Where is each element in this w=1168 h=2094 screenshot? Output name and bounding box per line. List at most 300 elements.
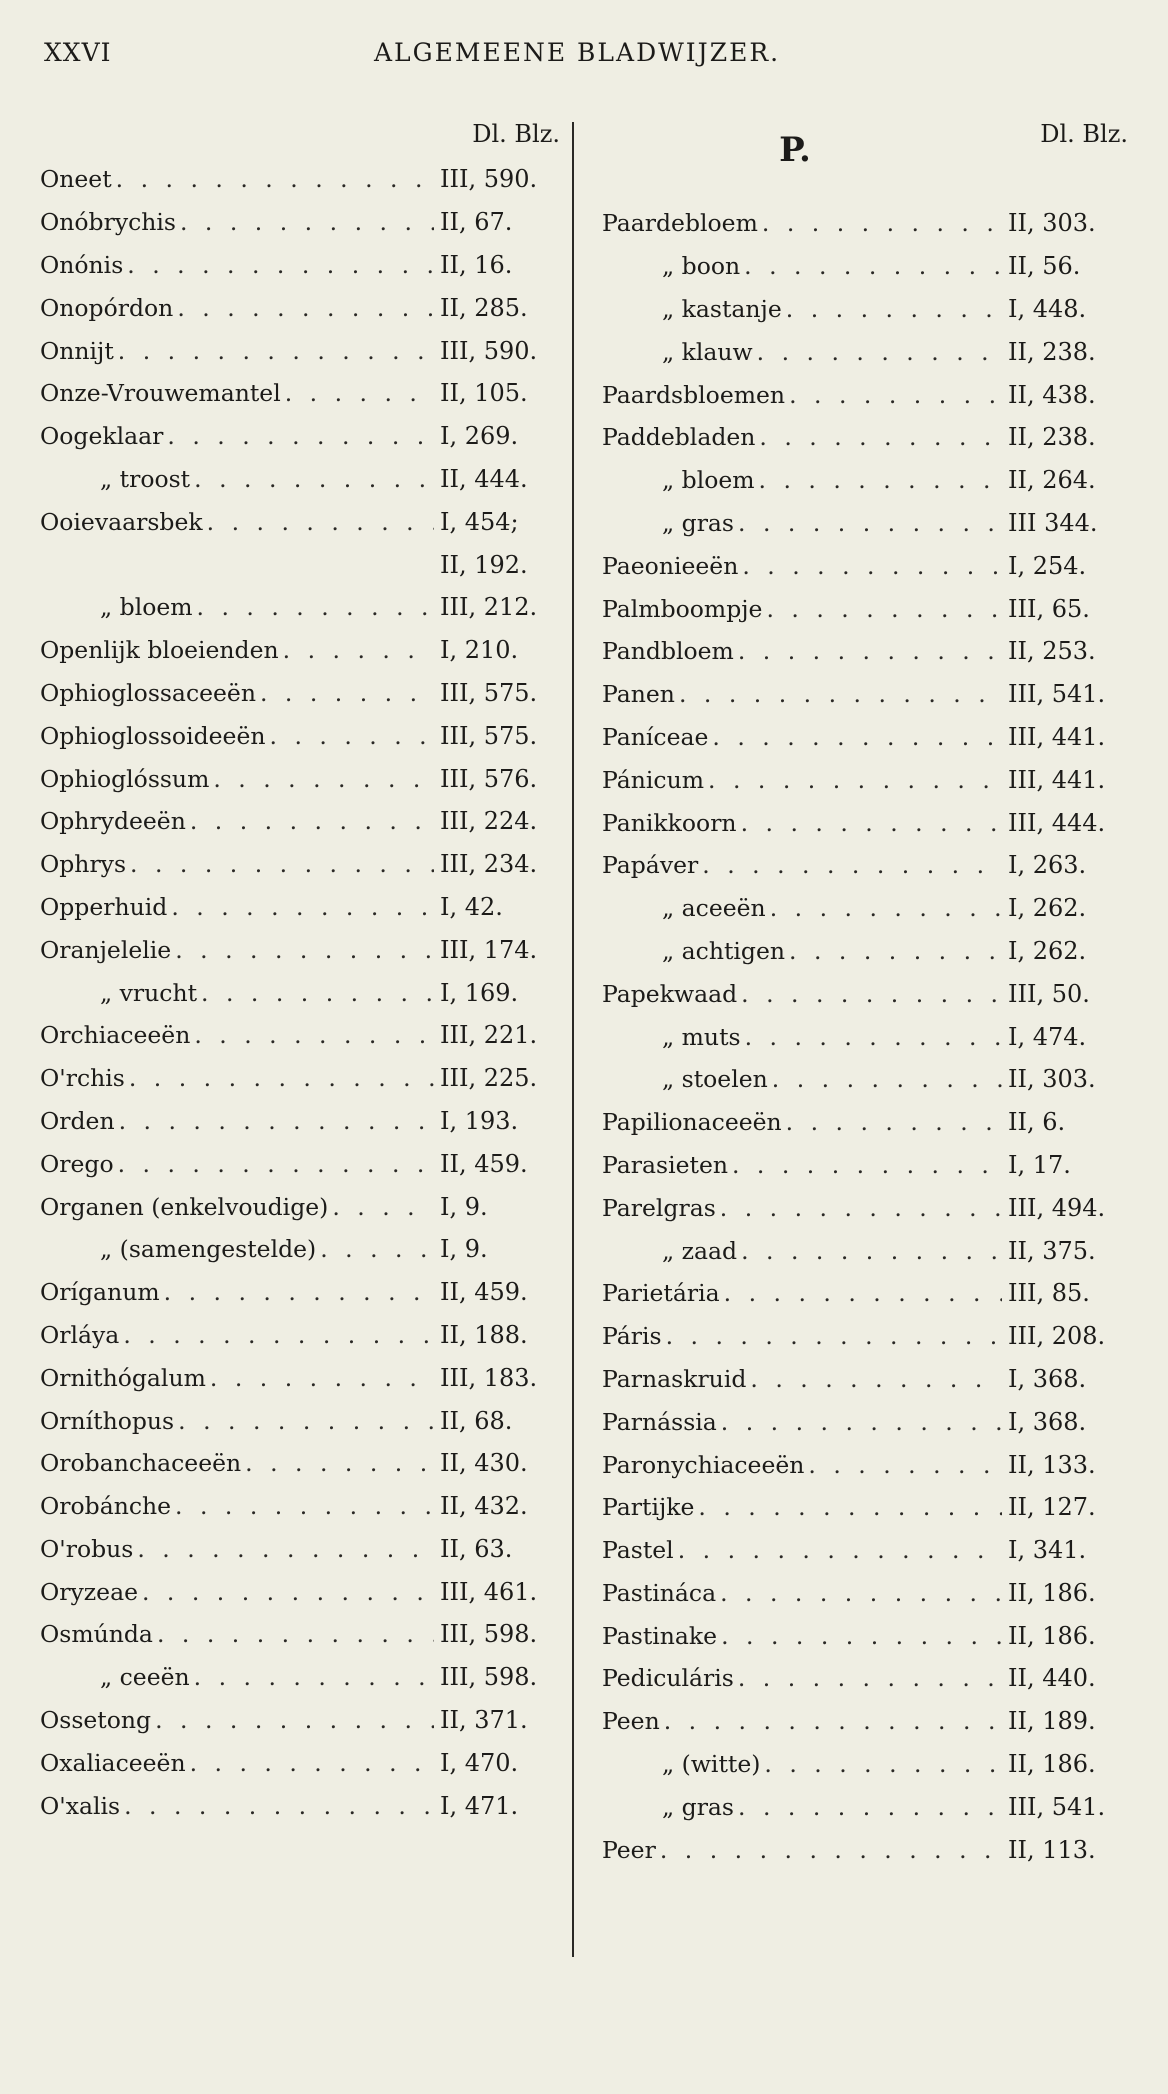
- index-entry: [40, 1399, 570, 1442]
- entry-reference: II, 444.: [440, 464, 528, 493]
- entry-reference: III, 234.: [440, 850, 538, 879]
- index-entry: [602, 1144, 1138, 1187]
- running-title: ALGEMEENE BLADWIJZER.: [374, 38, 781, 67]
- entry-reference: II, 303.: [1008, 1065, 1096, 1094]
- index-entry: [602, 1614, 1138, 1657]
- entry-reference: III, 541.: [1008, 1792, 1106, 1821]
- dot-leader: [789, 937, 1002, 965]
- index-entry: [602, 801, 1138, 844]
- dot-leader: [190, 807, 434, 835]
- entry-term: Oríganum: [40, 1278, 160, 1307]
- dot-leader: [283, 636, 434, 664]
- dot-leader: [759, 423, 1002, 451]
- entry-term: Ophioglóssum: [40, 764, 210, 793]
- index-entry: [40, 843, 570, 886]
- right-entry-list: [602, 202, 1138, 1871]
- index-entry: [602, 1486, 1138, 1529]
- entry-term: Pastinake: [602, 1621, 718, 1650]
- index-entry: [602, 1700, 1138, 1743]
- index-entry: [40, 757, 570, 800]
- dot-leader: [124, 1792, 434, 1820]
- entry-term: Ophioglossoideeën: [40, 721, 266, 750]
- dot-leader: [679, 680, 1002, 708]
- entry-term: „ bloem: [662, 466, 755, 495]
- index-entry: [40, 500, 570, 543]
- entry-term: Ophrydeeën: [40, 807, 186, 836]
- entry-reference: I, 193.: [440, 1106, 519, 1135]
- dot-leader: [164, 1278, 434, 1306]
- entry-term: Peen: [602, 1707, 660, 1736]
- dot-leader: [285, 379, 434, 407]
- entry-term: Parnássia: [602, 1407, 717, 1436]
- index-entry: [602, 1186, 1138, 1229]
- index-entry: [40, 329, 570, 372]
- index-entry: [40, 543, 570, 586]
- entry-reference: II, 188.: [440, 1320, 528, 1349]
- index-entry: [40, 372, 570, 415]
- entry-reference: III, 590.: [440, 165, 538, 194]
- index-entry: [40, 629, 570, 672]
- entry-reference: II, 438.: [1008, 380, 1096, 409]
- entry-term: Oryzeae: [40, 1577, 138, 1606]
- entry-term: Papáver: [602, 851, 699, 880]
- entry-reference: III, 65.: [1008, 594, 1090, 623]
- entry-term: „ troost: [100, 464, 191, 493]
- index-entry: [602, 716, 1138, 759]
- index-entry: [602, 1058, 1138, 1101]
- index-entry: [602, 459, 1138, 502]
- entry-reference: I, 471.: [440, 1791, 519, 1820]
- index-entry: [602, 844, 1138, 887]
- entry-term: Paronychiaceeën: [602, 1450, 805, 1479]
- entry-term: Ooievaarsbek: [40, 507, 203, 536]
- dot-leader: [808, 1451, 1002, 1479]
- index-entry: [40, 1142, 570, 1185]
- dot-leader: [741, 980, 1002, 1008]
- index-entry: [40, 158, 570, 201]
- index-entry: [602, 245, 1138, 288]
- entry-reference: III, 441.: [1008, 722, 1106, 751]
- entry-term: Onze-Vrouwemantel: [40, 379, 281, 408]
- dot-leader: [157, 1620, 434, 1648]
- dot-leader: [741, 809, 1002, 837]
- entry-reference: II, 189.: [1008, 1707, 1096, 1736]
- dot-leader: [702, 851, 1002, 879]
- entry-reference: I, 210.: [440, 636, 519, 665]
- index-entry: [40, 1442, 570, 1485]
- index-entry: [40, 1656, 570, 1699]
- entry-reference: II, 375.: [1008, 1236, 1096, 1265]
- index-entry: [40, 672, 570, 715]
- entry-reference: III, 441.: [1008, 765, 1106, 794]
- entry-term: Parelgras: [602, 1193, 716, 1222]
- entry-term: Ossetong: [40, 1706, 152, 1735]
- entry-reference: II, 459.: [440, 1149, 528, 1178]
- entry-term: Peer: [602, 1835, 656, 1864]
- entry-reference: I, 448.: [1008, 294, 1087, 323]
- index-entry: [40, 1100, 570, 1143]
- dot-leader: [789, 381, 1002, 409]
- entry-reference: III, 575.: [440, 678, 538, 707]
- dot-leader: [720, 1579, 1002, 1607]
- entry-reference: II, 105.: [440, 379, 528, 408]
- index-entry: [40, 244, 570, 287]
- entry-term: Orobánche: [40, 1492, 172, 1521]
- dot-leader: [197, 593, 434, 621]
- index-entry: [602, 1315, 1138, 1358]
- index-entry: [40, 1014, 570, 1057]
- dot-leader: [116, 165, 434, 193]
- entry-reference: III, 576.: [440, 764, 538, 793]
- dot-leader: [759, 466, 1002, 494]
- index-entry: [602, 1015, 1138, 1058]
- entry-reference: I, 341.: [1008, 1536, 1087, 1565]
- index-entry: [602, 673, 1138, 716]
- dot-leader: [155, 1706, 434, 1734]
- entry-reference: II, 67.: [440, 208, 513, 237]
- entry-term: Paardebloem: [602, 209, 758, 238]
- index-entry: [602, 1572, 1138, 1615]
- dot-leader: [245, 1449, 434, 1477]
- entry-reference: III, 85.: [1008, 1279, 1090, 1308]
- entry-term: Openlijk bloeienden: [40, 636, 279, 665]
- entry-term: Oneet: [40, 165, 112, 194]
- entry-term: Papekwaad: [602, 979, 738, 1008]
- entry-term: „ ceeën: [100, 1663, 190, 1692]
- entry-term: Ophrys: [40, 850, 127, 879]
- entry-reference: II, 56.: [1008, 252, 1081, 281]
- dot-leader: [175, 936, 434, 964]
- entry-reference: II, 459.: [440, 1278, 528, 1307]
- dot-leader: [270, 722, 435, 750]
- index-entry: [602, 416, 1138, 459]
- entry-term: „ achtigen: [662, 936, 785, 965]
- index-entry: [40, 286, 570, 329]
- dot-leader: [119, 1107, 434, 1135]
- entry-reference: I, 474.: [1008, 1022, 1087, 1051]
- entry-reference: III, 590.: [440, 336, 538, 365]
- entry-reference: III, 598.: [440, 1620, 538, 1649]
- entry-reference: I, 169.: [440, 978, 519, 1007]
- index-entry: [602, 1101, 1138, 1144]
- dot-leader: [178, 1407, 434, 1435]
- entry-term: „ gras: [662, 508, 734, 537]
- index-entry: [602, 288, 1138, 331]
- entry-term: Parietária: [602, 1279, 720, 1308]
- entry-reference: I, 42.: [440, 892, 503, 921]
- entry-term: O'xalis: [40, 1791, 121, 1820]
- index-entry: [40, 586, 570, 629]
- entry-reference: II, 16.: [440, 250, 513, 279]
- index-entry: [40, 1784, 570, 1827]
- entry-reference: III, 212.: [440, 593, 538, 622]
- index-entry: [602, 1828, 1138, 1871]
- entry-reference: II, 371.: [440, 1706, 528, 1735]
- right-column-heading: [602, 118, 1138, 158]
- index-entry: [40, 800, 570, 843]
- entry-reference: I, 269.: [440, 422, 519, 451]
- index-entry: [40, 928, 570, 971]
- entry-term: O'robus: [40, 1534, 134, 1563]
- dot-leader: [762, 209, 1002, 237]
- entry-term: „ kastanje: [662, 294, 782, 323]
- entry-reference: II, 127.: [1008, 1493, 1096, 1522]
- entry-term: „ klauw: [662, 337, 753, 366]
- left-entry-list: [40, 158, 570, 1827]
- dot-leader: [666, 1322, 1002, 1350]
- entry-term: Orláya: [40, 1320, 120, 1349]
- index-entry: [40, 415, 570, 458]
- column-heading-label: Dl. Blz.: [1040, 120, 1128, 148]
- entry-reference: II, 285.: [440, 293, 528, 322]
- entry-term: Pastel: [602, 1536, 674, 1565]
- entry-reference: I, 262.: [1008, 936, 1087, 965]
- dot-leader: [738, 637, 1002, 665]
- dot-leader: [207, 508, 434, 536]
- entry-reference: III, 225.: [440, 1064, 538, 1093]
- entry-reference: III, 50.: [1008, 979, 1090, 1008]
- dot-leader: [260, 679, 434, 707]
- entry-term: O'rchis: [40, 1064, 125, 1093]
- entry-term: Onónis: [40, 250, 124, 279]
- index-entry: [602, 1785, 1138, 1828]
- index-entry: [40, 1613, 570, 1656]
- dot-leader: [167, 422, 434, 450]
- entry-reference: II, 238.: [1008, 423, 1096, 452]
- dot-leader: [738, 1664, 1002, 1692]
- dot-leader: [664, 1707, 1002, 1735]
- entry-reference: II, 430.: [440, 1449, 528, 1478]
- entry-term: Partijke: [602, 1493, 695, 1522]
- entry-reference: II, 440.: [1008, 1664, 1096, 1693]
- entry-term: Parasieten: [602, 1150, 728, 1179]
- dot-leader: [190, 1749, 434, 1777]
- index-entry: [602, 930, 1138, 973]
- entry-reference: I, 9.: [440, 1235, 488, 1264]
- entry-term: Oranjelelie: [40, 935, 172, 964]
- index-entry: [602, 758, 1138, 801]
- dot-leader: [129, 1064, 434, 1092]
- entry-term: Onnijt: [40, 336, 114, 365]
- entry-term: „ gras: [662, 1792, 734, 1821]
- entry-term: „ zaad: [662, 1236, 738, 1265]
- column-heading-label: Dl. Blz.: [472, 120, 560, 148]
- dot-leader: [660, 1836, 1002, 1864]
- entry-reference: I, 9.: [440, 1192, 488, 1221]
- dot-leader: [137, 1535, 434, 1563]
- entry-term: Orego: [40, 1149, 114, 1178]
- left-column: [40, 118, 570, 1827]
- index-entry: [602, 544, 1138, 587]
- index-entry: [602, 1443, 1138, 1486]
- dot-leader: [123, 1321, 434, 1349]
- entry-reference: I, 470.: [440, 1748, 519, 1777]
- entry-reference: I, 454;: [440, 507, 519, 536]
- entry-reference: III 344.: [1008, 508, 1098, 537]
- index-entry: [602, 330, 1138, 373]
- dot-leader: [118, 337, 434, 365]
- entry-reference: III, 174.: [440, 935, 538, 964]
- entry-term: Paardsbloemen: [602, 380, 786, 409]
- entry-term: Opperhuid: [40, 892, 168, 921]
- entry-term: Pediculáris: [602, 1664, 734, 1693]
- dot-leader: [194, 465, 434, 493]
- entry-reference: II, 186.: [1008, 1750, 1096, 1779]
- entry-reference: II, 186.: [1008, 1621, 1096, 1650]
- dot-leader: [708, 766, 1002, 794]
- dot-leader: [721, 1408, 1002, 1436]
- dot-leader: [127, 251, 434, 279]
- entry-reference: II, 63.: [440, 1534, 513, 1563]
- dot-leader: [742, 552, 1002, 580]
- index-entry: [40, 1570, 570, 1613]
- entry-term: Pánicum: [602, 765, 704, 794]
- entry-term: Ornithógalum: [40, 1363, 206, 1392]
- dot-leader: [201, 979, 434, 1007]
- entry-term: „ (samengestelde): [100, 1235, 317, 1264]
- dot-leader: [757, 338, 1002, 366]
- left-column-heading: [40, 118, 570, 158]
- entry-reference: II, 113.: [1008, 1835, 1096, 1864]
- dot-leader: [741, 1237, 1002, 1265]
- dot-leader: [118, 1150, 434, 1178]
- index-entry: [40, 201, 570, 244]
- entry-reference: I, 262.: [1008, 894, 1087, 923]
- dot-leader: [721, 1622, 1002, 1650]
- index-entry: [40, 971, 570, 1014]
- entry-reference: II, 6.: [1008, 1108, 1066, 1137]
- page-number: XXVI: [44, 38, 112, 67]
- dot-leader: [130, 850, 434, 878]
- entry-term: „ aceeën: [662, 894, 766, 923]
- entry-term: Pandbloem: [602, 637, 734, 666]
- entry-term: Osmúnda: [40, 1620, 153, 1649]
- entry-reference: II, 133.: [1008, 1450, 1096, 1479]
- entry-reference: I, 368.: [1008, 1407, 1087, 1436]
- entry-term: Orobanchaceeën: [40, 1449, 242, 1478]
- entry-term: „ (witte): [662, 1750, 761, 1779]
- index-entry: [602, 630, 1138, 673]
- index-entry: [602, 972, 1138, 1015]
- index-entry: [40, 1185, 570, 1228]
- entry-reference: III, 598.: [440, 1663, 538, 1692]
- entry-term: Ophioglossaceeën: [40, 678, 256, 707]
- dot-leader: [177, 294, 434, 322]
- entry-term: „ boon: [662, 252, 741, 281]
- index-entry: [602, 1400, 1138, 1443]
- entry-reference: II, 264.: [1008, 466, 1096, 495]
- entry-term: Paddebladen: [602, 423, 756, 452]
- entry-term: Onopórdon: [40, 293, 174, 322]
- dot-leader: [745, 1023, 1002, 1051]
- index-entry: [602, 887, 1138, 930]
- entry-term: Panikkoorn: [602, 808, 737, 837]
- entry-reference: III, 221.: [440, 1021, 538, 1050]
- dot-leader: [770, 894, 1002, 922]
- entry-term: Oogeklaar: [40, 422, 164, 451]
- dot-leader: [678, 1536, 1002, 1564]
- index-entry: [40, 714, 570, 757]
- index-entry: [602, 1272, 1138, 1315]
- section-letter: P.: [779, 130, 811, 170]
- entry-term: Orchiaceeën: [40, 1021, 191, 1050]
- dot-leader: [732, 1151, 1002, 1179]
- index-entry: [602, 373, 1138, 416]
- entry-reference: II, 238.: [1008, 337, 1096, 366]
- entry-term: Paeonieeën: [602, 551, 739, 580]
- entry-reference: III, 444.: [1008, 808, 1106, 837]
- dot-leader: [744, 252, 1002, 280]
- entry-reference: III, 575.: [440, 721, 538, 750]
- dot-leader: [724, 1279, 1002, 1307]
- entry-reference: III, 224.: [440, 807, 538, 836]
- index-entry: [40, 1057, 570, 1100]
- entry-term: Onóbrychis: [40, 208, 176, 237]
- dot-leader: [210, 1364, 434, 1392]
- entry-reference: II, 432.: [440, 1492, 528, 1521]
- dot-leader: [142, 1578, 434, 1606]
- entry-term: Orden: [40, 1106, 115, 1135]
- dot-leader: [738, 1793, 1002, 1821]
- index-entry: [602, 1229, 1138, 1272]
- dot-leader: [332, 1193, 434, 1221]
- index-entry: [602, 1358, 1138, 1401]
- entry-reference: III, 541.: [1008, 680, 1106, 709]
- index-entry: [40, 886, 570, 929]
- entry-reference: I, 368.: [1008, 1364, 1087, 1393]
- index-entry: [40, 458, 570, 501]
- index-entry: [602, 1743, 1138, 1786]
- index-entry: [40, 1228, 570, 1271]
- entry-term: Pastináca: [602, 1578, 717, 1607]
- dot-leader: [720, 1194, 1002, 1222]
- page-header: [44, 38, 1124, 78]
- index-entry: [40, 1699, 570, 1742]
- dot-leader: [764, 1750, 1002, 1778]
- dot-leader: [738, 509, 1002, 537]
- entry-term: Orníthopus: [40, 1406, 175, 1435]
- index-entry: [40, 1485, 570, 1528]
- entry-term: Organen (enkelvoudige): [40, 1192, 329, 1221]
- index-entry: [40, 1271, 570, 1314]
- dot-leader: [213, 765, 434, 793]
- dot-leader: [194, 1021, 434, 1049]
- dot-leader: [194, 1663, 434, 1691]
- entry-term: „ bloem: [100, 593, 193, 622]
- index-entry: [602, 1657, 1138, 1700]
- right-column: [602, 118, 1138, 1871]
- column-divider: [572, 122, 574, 1957]
- entry-term: „ vrucht: [100, 978, 198, 1007]
- index-entry: [40, 1356, 570, 1399]
- entry-reference: II, 192.: [440, 550, 528, 579]
- entry-reference: III, 208.: [1008, 1322, 1106, 1351]
- entry-term: Páris: [602, 1322, 662, 1351]
- entry-term: Paníceae: [602, 722, 709, 751]
- dot-leader: [175, 1492, 434, 1520]
- dot-leader: [320, 1235, 434, 1263]
- entry-term: „ muts: [662, 1022, 741, 1051]
- index-entry: [602, 202, 1138, 245]
- index-entry: [40, 1741, 570, 1784]
- dot-leader: [180, 208, 434, 236]
- entry-term: „ stoelen: [662, 1065, 768, 1094]
- entry-reference: III, 494.: [1008, 1193, 1106, 1222]
- dot-leader: [786, 295, 1002, 323]
- entry-term: Papilionaceeën: [602, 1108, 782, 1137]
- entry-reference: III, 183.: [440, 1363, 538, 1392]
- index-entry: [40, 1528, 570, 1571]
